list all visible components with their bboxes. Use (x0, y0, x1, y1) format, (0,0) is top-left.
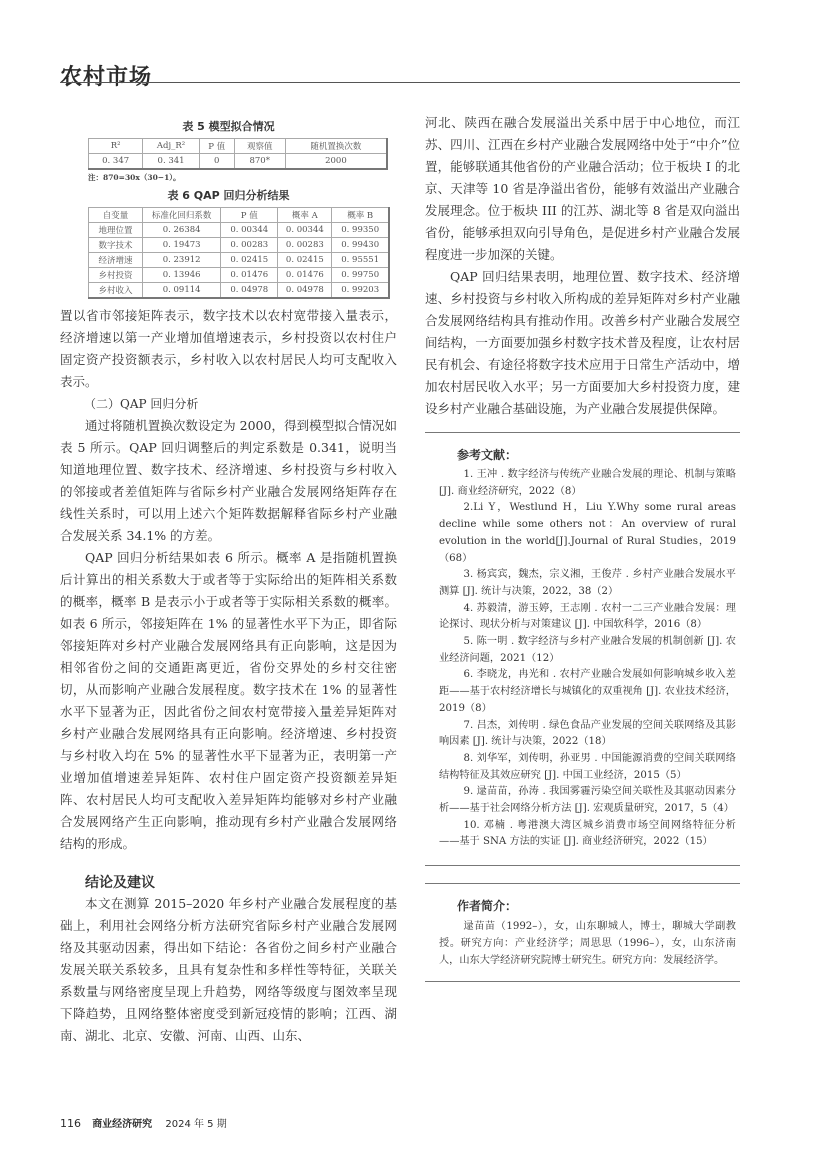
reference-item: 7. 吕杰，刘传明 . 绿色食品产业发展的空间关联网络及其影响因素 [J]. 统计与决策，2022（18） (439, 719, 736, 748)
table6-row (89, 223, 390, 238)
table6-cell: 0. 00283 (278, 238, 332, 253)
reference-item: 2.Li Y，Westlund H，Liu Y.Why some rural areas decline while some others not：An overview of rural evolution in the world[J].Journal of Rural Studies，2019（68） (439, 502, 736, 564)
reference-item: 10. 邓楠 . 粤港澳大湾区城乡消费市场空间网络特征分析——基于 SNA 方法的实证 [J]. 商业经济研究，2022（15） (439, 819, 736, 848)
body-paragraph: QAP 回归结果表明，地理位置、数字技术、经济增速、乡村投资与乡村收入所构成的差异矩阵对乡村产业融合发展网络结构具有推动作用。改善乡村产业融合发展空间结构，一方面要加强乡村数字技术普及程度，让农村居民有机会、有途径将数字技术应用于日常生产活动中，增加农村居民收入水平；另一方面要加大乡村投资力度，建设乡村产业融合基础设施，为产业融合发展提供保障。 (425, 269, 740, 416)
table5-cell: 0. 347 (89, 154, 143, 170)
reference-item: 1. 王冲 . 数字经济与传统产业融合发展的理论、机制与策略 [J]. 商业经济研究，2022（8） (439, 469, 736, 497)
divider (425, 981, 740, 982)
subsection-heading: （二）QAP 回归分析 (84, 397, 199, 411)
body-paragraph: 本文在测算 2015–2020 年乡村产业融合发展程度的基础上，利用社会网络分析方法研究省际乡村产业融合发展网络及其驱动因素，得出如下结论：各省份之间乡村产业融合发展关联关系较多，且具有复杂性和多样性等特征，关联关系数量与网络密度呈现上升趋势，网络等级度与图效率呈现下降趋势，且网络整体密度受到新冠疫情的影响；江西、湖南、湖北、北京、安徽、河南、山西、山东、 (60, 896, 397, 1043)
table6-header-row (89, 208, 390, 223)
table5-cell: 0. 341 (143, 154, 200, 170)
table6-cell: 0. 04978 (278, 283, 332, 299)
reference-item: 3. 杨宾宾，魏杰，宗义湘，王俊芹 . 乡村产业融合发展水平测算 [J]. 统计与决策，2022，38（2） (439, 569, 736, 597)
reference-item: 5. 陈一明 . 数字经济与乡村产业融合发展的机制创新 [J]. 农业经济问题，2021（12） (439, 636, 736, 664)
table5-header-cell: 观察值 (234, 139, 285, 154)
table6-cell: 0. 01476 (221, 268, 278, 283)
table6-header-cell: 概率 B (332, 208, 389, 223)
table6-cell: 0. 95551 (332, 253, 389, 268)
table6-cell: 0. 00344 (278, 223, 332, 238)
table6-cell: 0. 09114 (143, 283, 221, 299)
reference-item: 8. 刘华军，刘传明，孙亚男 . 中国能源消费的空间关联网络结构特征及其效应研究 [J]. 中国工业经济，2015（5） (439, 752, 736, 781)
table6-cell: 经济增速 (89, 253, 143, 268)
divider (425, 865, 740, 866)
table5-header-row (89, 139, 388, 154)
table6-header-cell: 自变量 (89, 208, 143, 223)
section-heading: 结论及建议 (85, 875, 155, 891)
right-column (425, 112, 740, 982)
left-column (60, 118, 397, 1047)
body-paragraph: 通过将随机置换次数设定为 2000，得到模型拟合情况如表 5 所示。QAP 回归调整后的判定系数是 0.341，说明当知道地理位置、数字技术、经济增速、乡村投资与乡村收入的邻接或者差值矩阵与省际乡村产业融合发展网络矩阵存在线性关系时，可以用上述六个矩阵数据解释省际乡村产业融合发展关系 34.1% 的方差。 (60, 418, 397, 543)
table6-cell: 0. 04978 (221, 283, 278, 299)
table5-cell: 2000 (285, 154, 387, 170)
table6-cell: 乡村收入 (89, 283, 143, 299)
table6-cell: 0. 00344 (221, 223, 278, 238)
table6-cell: 0. 99750 (332, 268, 389, 283)
table6-cell: 0. 02415 (221, 253, 278, 268)
table6-cell: 数字技术 (89, 238, 143, 253)
references-list (425, 467, 740, 851)
table6-cell: 0. 99350 (332, 223, 389, 238)
table6 (88, 207, 390, 299)
table5-header-cell: P 值 (199, 139, 234, 154)
table6-row (89, 238, 390, 253)
table5-header-cell: Adj_R² (143, 139, 200, 154)
table6-caption: 表 6 QAP 回归分析结果 (167, 189, 290, 202)
table6-cell: 地理位置 (89, 223, 143, 238)
table5-cell: 0 (199, 154, 234, 170)
table6-cell: 0. 23912 (143, 253, 221, 268)
page-number: 116 (60, 1117, 81, 1130)
table6-cell: 0. 19473 (143, 238, 221, 253)
author-bio-heading: 作者简介： (457, 899, 518, 914)
divider (425, 883, 740, 884)
table5 (88, 138, 388, 170)
body-paragraph: 置以省市邻接矩阵表示，数字技术以农村宽带接入量表示，经济增速以第一产业增加值增速表示，乡村投资以农村住户固定资产投资额表示，乡村收入以农村居民人均可支配收入表示。 (60, 308, 397, 389)
section-title: 农村市场 (60, 65, 153, 90)
reference-item: 6. 李晓龙，冉光和 . 农村产业融合发展如何影响城乡收入差距——基于农村经济增长与城镇化的双重视角 [J]. 农业技术经济，2019（8） (439, 669, 736, 714)
table6-cell: 0. 13946 (143, 268, 221, 283)
journal-name: 商业经济研究 (92, 1119, 153, 1130)
table5-caption: 表 5 模型拟合情况 (182, 120, 275, 133)
table6-row (89, 283, 390, 299)
table5-row (89, 154, 388, 170)
table6-cell: 0. 26384 (143, 223, 221, 238)
table6-cell: 乡村投资 (89, 268, 143, 283)
table6-row (89, 268, 390, 283)
reference-item: 4. 苏毅清，游玉婷，王志刚 . 农村一二三产业融合发展：理论探讨、现状分析与对策建议 [J]. 中国软科学，2016（8） (439, 602, 736, 631)
table6-header-cell: 概率 A (278, 208, 332, 223)
table6-header-cell: 标准化回归系数 (143, 208, 221, 223)
table6-cell: 0. 99203 (332, 283, 389, 299)
table6-cell: 0. 99430 (332, 238, 389, 253)
table5-cell: 870* (234, 154, 285, 170)
table5-header-cell: R² (89, 139, 143, 154)
table6-cell: 0. 01476 (278, 268, 332, 283)
header-rule (60, 82, 740, 83)
author-bio-text: 逯苗苗（1992–），女，山东聊城人，博士，聊城大学副教授。研究方向：产业经济学；周思思（1996–），女，山东济南人，山东大学经济研究院博士研究生。研究方向：发展经济学。 (439, 921, 736, 967)
divider (425, 432, 740, 433)
references-heading: 参考文献： (457, 448, 518, 462)
body-paragraph: 河北、陕西在融合发展溢出关系中居于中心地位，而江苏、四川、江西在乡村产业融合发展网络中处于“中介”位置，能够联通其他省份的产业融合活动；位于板块 I 的北京、天津等 10 省是净溢出省份，能够有效溢出产业融合发展理念。位于板块 III 的江苏、湖北等 8 省是双向溢出省份，能够承担双向引导角色，是促进乡村产业融合发展程度进一步加深的关键。 (425, 115, 740, 262)
table6-cell: 0. 00283 (221, 238, 278, 253)
reference-item: 9. 逯苗苗，孙涛 . 我国雾霾污染空间关联性及其驱动因素分析——基于社会网络分析方法 [J]. 宏观质量研究，2017，5（4） (439, 786, 736, 815)
table5-note: 注：870=30x（30−1）。 (88, 173, 181, 182)
page-footer (60, 1115, 227, 1130)
body-paragraph: QAP 回归分析结果如表 6 所示。概率 A 是指随机置换后计算出的相关系数大于或者等于实际给出的矩阵相关系数的概率，概率 B 是表示小于或者等于实际相关系数的概率。如表 6 所示，邻接矩阵在 1% 的显著性水平下为正，即省际邻接矩阵对乡村产业融合发展网络具有正向影响，这是因为相邻省份之间的交通距离更近，省份交界处的乡村交往密切，从而影响产业融合发展程度。数字技术在 1% 的显著性水平下显著为正，因此省份之间农村宽带接入量差异矩阵对乡村产业融合发展网络具有正向影响。经济增速、乡村投资与乡村收入均在 5% 的显著性水平下显著为正，表明第一产业增加值增速差异矩阵、农村住户固定资产投资额差异矩阵、农村居民人均可支配收入差异矩阵均能够对乡村产业融合发展网络产生正向影响，推动现有乡村产业融合发展网络结构的形成。 (60, 550, 397, 851)
table6-header-cell: P 值 (221, 208, 278, 223)
issue-label: 2024 年 5 期 (165, 1119, 227, 1130)
table5-header-cell: 随机置换次数 (285, 139, 387, 154)
table6-row (89, 253, 390, 268)
table6-cell: 0. 02415 (278, 253, 332, 268)
